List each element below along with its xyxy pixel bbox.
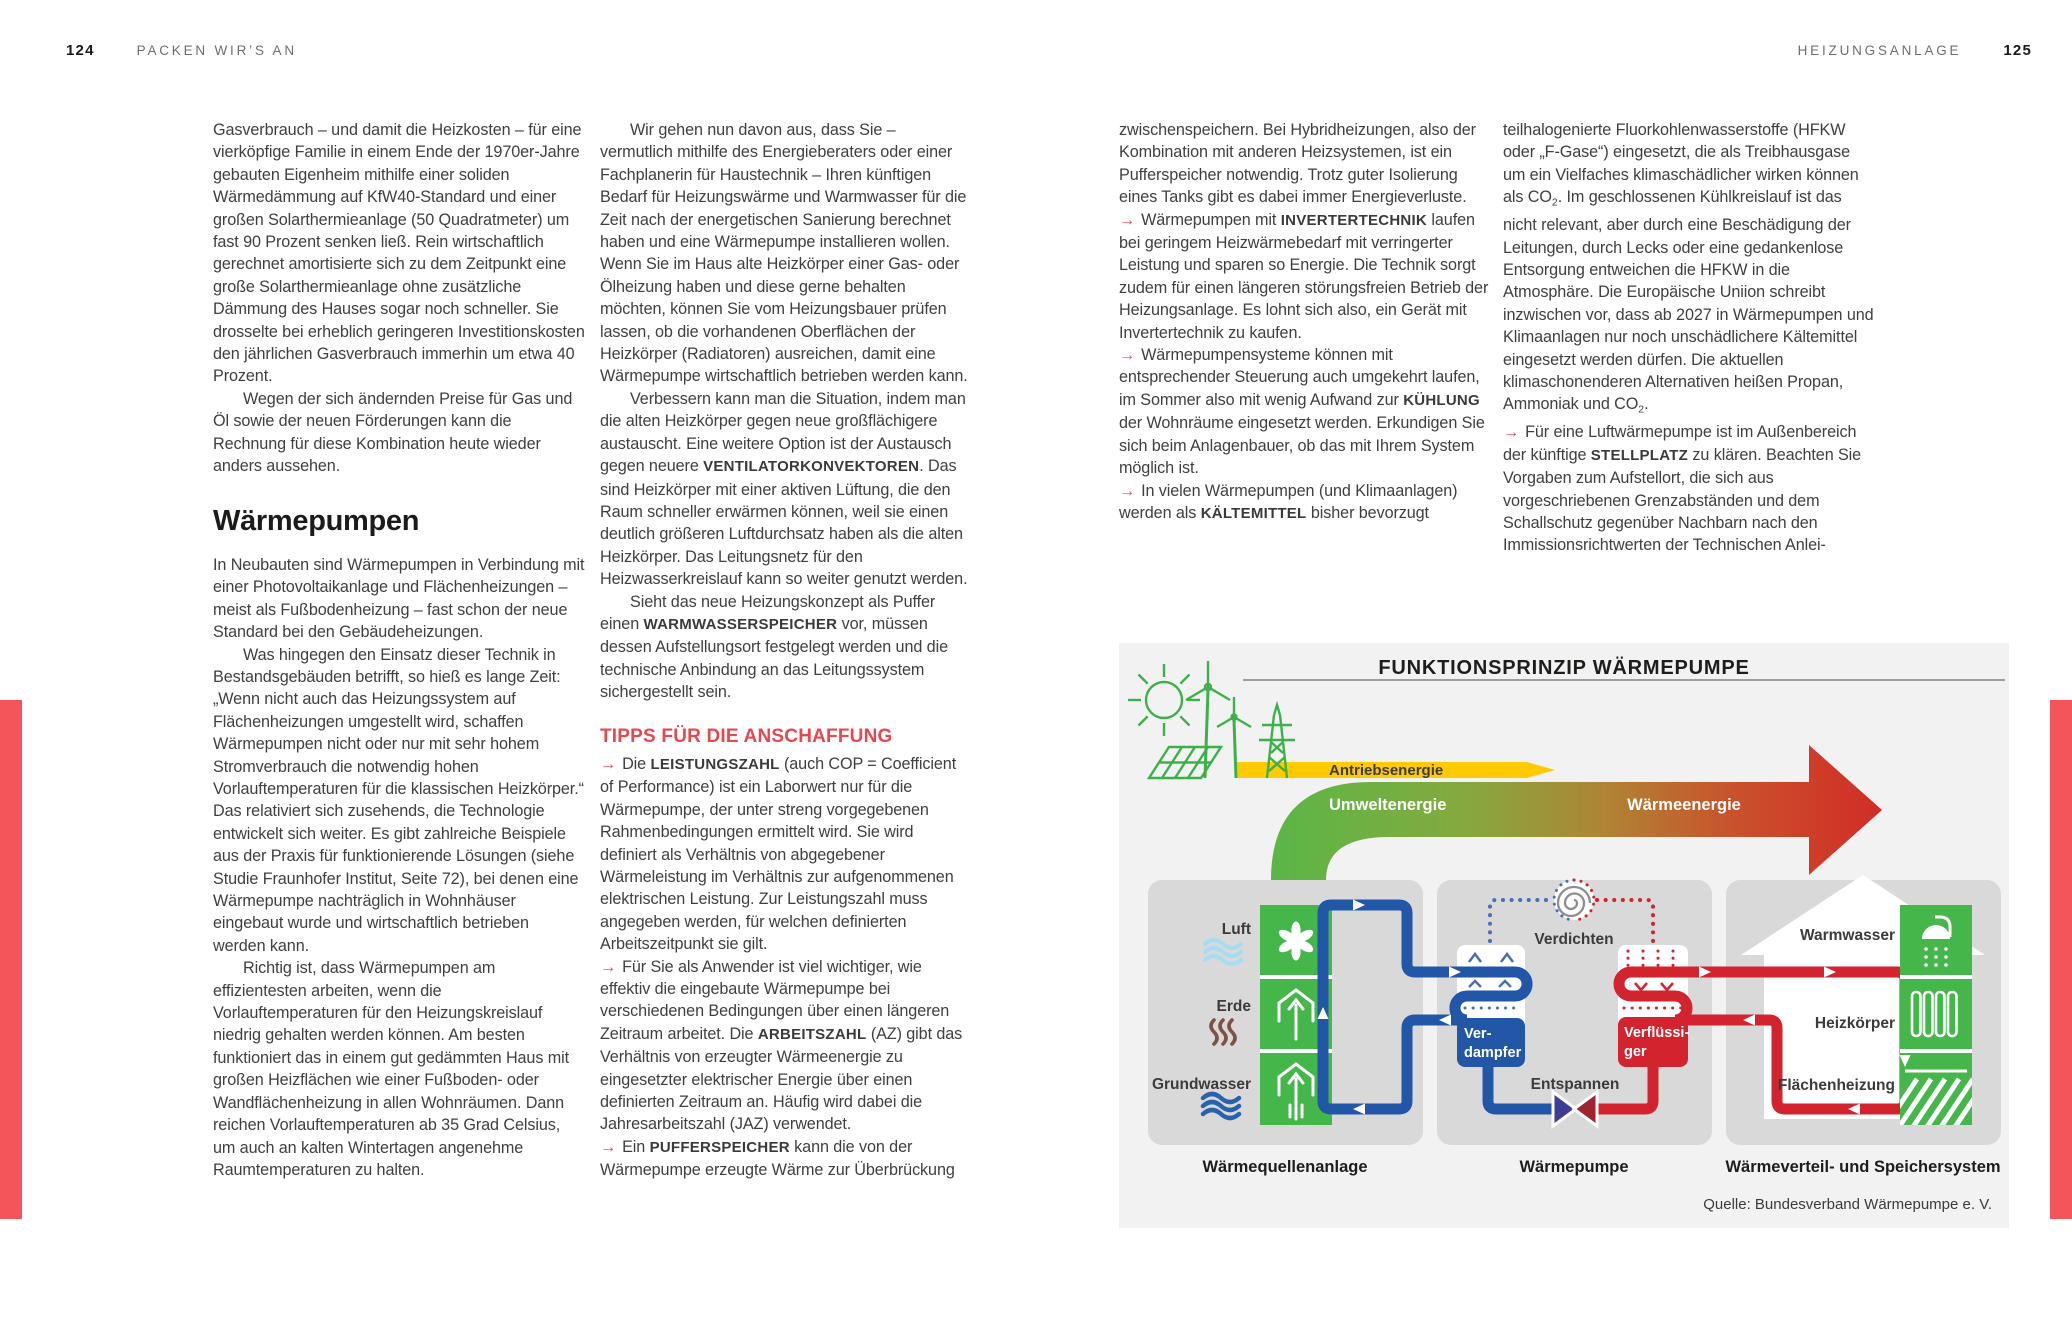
condenser-label-line1: Verflüssi- <box>1624 1025 1690 1041</box>
page-edge-marker-right <box>2050 700 2072 1219</box>
paragraph: → Wärmepumpen mit INVERTERTECHNIK laufen bei geringem Heizwärmebedarf mit verringerter Leistung und sparen so Energie. Die Technik sorgt zudem für einen längeren störungsfreien Betrieb der Heizungsanlage. Es lohnt sich also, ein Gerät mit Invertertechnik zu kaufen. <box>1119 210 1489 342</box>
paragraph: zwischenspeichern. Bei Hybridheizungen, also der Kombination mit anderen Heizsystemen, ist ein Pufferspeicher notwendig. Trotz guter Isolierung eines Tanks gibt es dabei immer Energieverluste. <box>1119 121 1476 207</box>
running-head-left <box>66 42 297 59</box>
expand-label: Entspannen <box>1530 1076 1620 1093</box>
running-title-left: PACKEN WIR’S AN <box>136 43 297 58</box>
radiator-label: Heizkörper <box>1814 1015 1895 1032</box>
paragraph: Sieht das neue Heizungskonzept als Puffer einen WARMWASSERSPEICHER vor, müssen dessen Aufstellungsort festgelegt werden und die technische Anbindung an das Leitungssystem sichergestellt sein. <box>600 592 948 702</box>
paragraph: In Neubauten sind Wärmepumpen in Verbindung mit einer Photovoltaikanlage und Flächenheizungen – meist als Fußbodenheizung – fast schon der neue Standard bei den Gebäudeheizungen. <box>213 555 585 642</box>
ground-label: Erde <box>1216 998 1251 1015</box>
evaporator-label-line1: Ver- <box>1464 1026 1492 1042</box>
tip-arrow-icon: → <box>600 1137 617 1156</box>
page-edge-marker-left <box>0 700 22 1219</box>
diagram-source-credit: Quelle: Bundesverband Wärmepumpe e. V. <box>1703 1196 1992 1213</box>
text-column-1 <box>213 119 585 1284</box>
paragraph: Wir gehen nun davon aus, dass Sie – vermutlich mithilfe des Energieberaters oder einer Fachplanerin für Haustechnik – Ihren künftigen Bedarf für Heizungswärme und Warmwasser für die Zeit nach der energetischen Sanierung berechnet haben und eine Wärmepumpe installieren wollen. Wenn Sie im Haus alte Heizkörper einer Gas- oder Ölheizung haben und diese gerne behalten möchten, können Sie vom Heizungsbauer prüfen lassen, ob die vorhandenen Oberflächen der Heizkörper (Radiatoren) ausreichen, damit eine Wärmepumpe wirtschaftlich betrieben werden kann. <box>600 121 968 386</box>
section-heading: Wärmepumpen <box>213 504 420 537</box>
tip-arrow-icon: → <box>1503 423 1520 442</box>
environment-energy-label: Umweltenergie <box>1329 796 1447 814</box>
paragraph: Wegen der sich ändernden Preise für Gas und Öl sowie der neuen Förderungen kann die Rechnung für diese Kombination heute wieder anders aussehen. <box>213 389 573 476</box>
tip-arrow-icon: → <box>1119 481 1136 500</box>
tip-arrow-icon: → <box>600 754 617 773</box>
air-label: Luft <box>1221 921 1251 938</box>
heat-energy-label: Wärmeenergie <box>1627 796 1741 814</box>
paragraph: → Ein PUFFERSPEICHER kann die von der Wärmepumpe erzeugte Wärme zur Überbrückung <box>600 1137 955 1180</box>
evaporator-label-line2: dampfer <box>1464 1045 1522 1061</box>
text-column-2 <box>600 119 972 1284</box>
running-title-right: HEIZUNGSANLAGE <box>1797 43 1962 58</box>
paragraph: → Für eine Luftwärmepumpe ist im Außenbereich der künftige STELLPLATZ zu klären. Beachten Sie Vorgaben zum Aufstellort, die sich aus vorgeschriebenen Grenzabständen und dem Schallschutz gegenüber Nachbarn nach den Immissionsrichtwerten der Technischen Anlei- <box>1503 423 1862 555</box>
drive-energy-label: Antriebsenergie <box>1329 762 1444 779</box>
groundwater-label: Grundwasser <box>1151 1076 1251 1093</box>
caption-distribution: Wärmeverteil- und Speichersystem <box>1725 1158 2001 1176</box>
paragraph: → Wärmepumpensysteme können mit entsprechender Steuerung auch umgekehrt laufen, im Sommer also mit wenig Aufwand zur KÜHLUNG der Wohnräume eingesetzt werden. Erkundigen Sie sich beim Anlagenbauer, ob das mit Ihrem System möglich ist. <box>1119 346 1485 478</box>
compress-label: Verdichten <box>1534 931 1614 948</box>
paragraph: Verbessern kann man die Situation, indem man die alten Heizkörper gegen neue großflächigere austauscht. Eine weitere Option ist der Austausch gegen neuere VENTILATORKONVEKTOREN. Das sind Heizkörper mit einer aktiven Lüftung, die den Raum schneller erwärmen können, weil sie einen deutlich größeren Luftdurchsatz haben als die alten Heizkörper. Das Leitungsnetz für den Heizwasserkreislauf kann so weiter genutzt werden. <box>600 389 968 589</box>
paragraph: Richtig ist, dass Wärmepumpen am effizientesten arbeiten, wenn die Vorlauftemperaturen für den Heizungskreislauf niedrig gehalten werden können. Am besten funktioniert das in einem gut gedämmten Haus mit großen Heizflächen wie einer Fußboden- oder Wandflächenheizung in allen Wohnräumen. Dann reichen Vorlauftemperaturen ab 35 Grad Celsius, um auch an kalten Wintertagen angenehme Raumtemperaturen zu halten. <box>213 959 570 1179</box>
tip-arrow-icon: → <box>1119 346 1136 365</box>
paragraph: Was hingegen den Einsatz dieser Technik in Bestandsgebäuden betrifft, so hieß es lange Zeit: „Wenn nicht auch das Heizungssystem auf Flächenheizungen umgestellt wird, schaffen Wärmepumpen nicht oder nur mit sehr hohem Stromverbrauch die notwendig hohen Vorlauftemperaturen für die klassischen Heizkörper.“ Das relativiert sich zusehends, die Technologie entwickelt sich weiter. Es gibt zahlreiche Beispiele aus der Praxis für funktionierende Lösungen (siehe Studie Fraunhofer Institut, Seite 72), bei denen eine Wärmepumpe nachträglich in Wohnhäuser eingebaut wurde und wirtschaftlich betrieben werden kann. <box>213 645 584 955</box>
diagram-title: FUNKTIONSPRINZIP WÄRMEPUMPE <box>1378 657 1750 679</box>
tips-heading: TIPPS FÜR DIE ANSCHAFFUNG <box>600 725 893 747</box>
page-number-left: 124 <box>66 42 95 59</box>
condenser-label-line2: ger <box>1624 1044 1647 1060</box>
running-head-right <box>1798 42 2032 59</box>
tip-arrow-icon: → <box>600 957 617 976</box>
paragraph: → Die LEISTUNGSZAHL (auch COP = Coefficient of Performance) ist ein Laborwert nur für die Wärmepumpe, der unter streng vorgegebenen Rahmenbedingungen ermittelt wird. Sie wird definiert als Verhältnis von abgegebener Wärmeleistung im Verhältnis zur aufgenommenen elektrischen Leistung. Zur Leistungszahl muss angegeben werden, für welchen definierten Arbeitszeitpunkt sie gilt. <box>600 754 957 954</box>
caption-heat-pump: Wärmepumpe <box>1519 1158 1629 1176</box>
paragraph: → Für Sie als Anwender ist viel wichtiger, wie effektiv die eingebaute Wärmepumpe bei verschiedenen Bedingungen über einen längeren Zeitraum arbeitet. Die ARBEITSZAHL (AZ) gibt das Verhältnis von erzeugter Wärmeenergie zu eingesetzter elektrischer Energie über einen definierten Zeitraum an. Häufig wird dabei die Jahresarbeitszahl (JAZ) verwendet. <box>600 957 963 1134</box>
tip-arrow-icon: → <box>1119 210 1136 229</box>
paragraph: Gasverbrauch – und damit die Heizkosten – für eine vierköpfige Familie in einem Ende der 1970er-Jahre gebauten Eigenheim mithilfe einer soliden Wärmedämmung auf KfW40-Standard und einer großen Solarthermieanlage (50 Quadratmeter) um fast 90 Prozent senken ließ. Rein wirtschaftlich gerechnet amortisierte sich zu dem Zeitpunkt eine große Solarthermieanlage ohne zusätzliche Dämmung des Hauses sogar noch schneller. Sie drosselte bei erheblich geringeren Investitionskosten den jährlichen Gasverbrauch immerhin um etwa 40 Prozent. <box>213 121 585 386</box>
hot-water-label: Warmwasser <box>1799 927 1895 944</box>
floor-heating-label: Flächenheizung <box>1777 1077 1895 1094</box>
paragraph: → In vielen Wärmepumpen (und Klimaanlagen) werden als KÄLTEMITTEL bisher bevorzugt <box>1119 481 1458 522</box>
paragraph: teilhalogenierte Fluorkohlenwasserstoffe (HFKW oder „F-Gase“) eingesetzt, die als Treibhausgase um ein Vielfaches klimaschädlicher wirken können als $CO_2$. Im geschlossenen Kühlkreislauf ist das nicht relevant, aber durch eine Beschädigung der Leitungen, durch Lecks oder eine gedankenlose Entsorgung entweichen die HFKW in die Atmosphäre. Die Europäische Uniion schreibt inzwischen vor, dass ab 2027 in Wärmepumpen und Klimaanlagen nur noch unschädlichere Kältemittel eingesetzt werden dürfen. Die aktuellen klimaschonenderen Alternativen heißen Propan, Ammoniak und $CO_2$. <box>1503 121 1874 416</box>
caption-source-system: Wärmequellenanlage <box>1202 1158 1368 1176</box>
heat-pump-diagram <box>1119 643 2009 1228</box>
page-number-right: 125 <box>2003 42 2032 59</box>
